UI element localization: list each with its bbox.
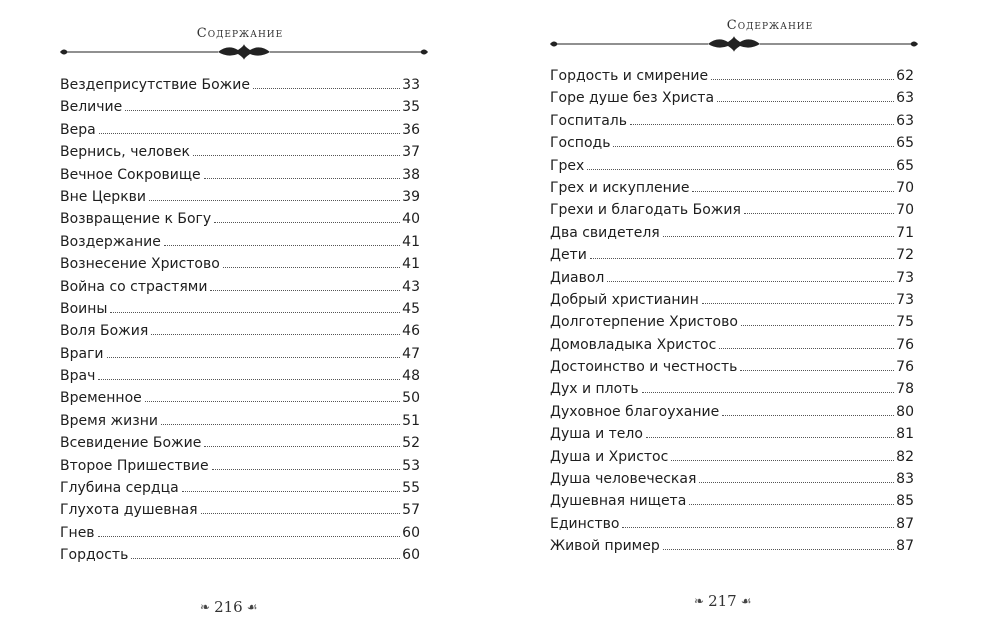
toc-entry-title: Вернись, человек — [60, 144, 190, 161]
toc-entry-page: 85 — [896, 493, 914, 510]
running-header: Содержание — [196, 26, 284, 41]
folio-ornament-icon: ❧ — [694, 594, 705, 608]
toc-entry[interactable] — [550, 155, 914, 177]
toc-entry-page: 81 — [896, 426, 914, 443]
toc-entry-page: 43 — [402, 278, 420, 295]
toc-entry-title: Глубина сердца — [60, 480, 179, 497]
toc-entry-page: 36 — [402, 121, 420, 138]
leader-dots — [622, 526, 894, 528]
toc-entry[interactable] — [550, 490, 914, 512]
toc-entry-title: Душа человеческая — [550, 471, 697, 488]
leader-dots — [107, 356, 401, 358]
toc-entry-title: Возвращение к Богу — [60, 211, 212, 228]
toc-entry[interactable] — [60, 365, 420, 387]
toc-entry-page: 52 — [402, 435, 420, 452]
toc-entry-title: Душевная нищета — [550, 493, 687, 510]
leader-dots — [145, 400, 400, 402]
toc-entry[interactable] — [550, 267, 914, 289]
toc-entry[interactable] — [60, 231, 420, 253]
toc-entry[interactable] — [550, 423, 914, 445]
toc-entry-title: Гордость — [60, 547, 129, 564]
toc-entry-title: Дух и плоть — [550, 381, 639, 398]
toc-entry[interactable] — [550, 311, 914, 333]
toc-entry-title: Воля Божия — [60, 323, 149, 340]
toc-entry-title: Глухота душевная — [60, 502, 198, 519]
toc-entry-page: 45 — [402, 300, 420, 317]
leader-dots — [689, 503, 894, 505]
toc-entry-page: 53 — [402, 457, 420, 474]
toc-entry-page: 87 — [896, 538, 914, 555]
leader-dots — [699, 481, 894, 483]
folio-ornament-icon: ☙ — [246, 600, 258, 614]
toc-entry-page: 82 — [896, 448, 914, 465]
toc-entry[interactable] — [60, 455, 420, 477]
toc-entry-page: 70 — [896, 202, 914, 219]
toc-entry-title: Вне Церкви — [60, 188, 146, 205]
toc-entry[interactable] — [550, 356, 914, 378]
toc-entry[interactable] — [550, 132, 914, 154]
toc-entry-page: 76 — [896, 336, 914, 353]
toc-entry-title: Второе Пришествие — [60, 457, 209, 474]
toc-entry-title: Временное — [60, 390, 142, 407]
toc-entry[interactable] — [60, 164, 420, 186]
toc-entry[interactable] — [550, 222, 914, 244]
leader-dots — [164, 244, 400, 246]
toc-entry-page: 57 — [402, 502, 420, 519]
toc-entry-page: 65 — [896, 157, 914, 174]
toc-entry-title: Добрый христианин — [550, 291, 699, 308]
leader-dots — [711, 78, 894, 80]
leader-dots — [630, 123, 894, 125]
leader-dots — [671, 459, 894, 461]
toc-entry[interactable] — [550, 244, 914, 266]
toc-entry[interactable] — [60, 343, 420, 365]
toc-entry-page: 39 — [402, 188, 420, 205]
toc-entry[interactable] — [60, 432, 420, 454]
toc-entry[interactable] — [550, 289, 914, 311]
toc-entry[interactable] — [550, 513, 914, 535]
toc-entry[interactable] — [60, 544, 420, 566]
leader-dots — [99, 132, 400, 134]
toc-entry-title: Время жизни — [60, 412, 158, 429]
leader-dots — [590, 257, 894, 259]
right-page — [500, 0, 1000, 644]
toc-entry-page: 75 — [896, 314, 914, 331]
leader-dots — [646, 436, 894, 438]
page-number-value: 217 — [708, 592, 737, 610]
toc-entry-title: Вознесение Христово — [60, 256, 220, 273]
leader-dots — [744, 212, 894, 214]
toc-entry[interactable] — [60, 141, 420, 163]
toc-entry-title: Духовное благоухание — [550, 403, 720, 420]
toc-entry-page: 73 — [896, 269, 914, 286]
toc-entry-page: 80 — [896, 403, 914, 420]
folio-ornament-icon: ☙ — [740, 594, 752, 608]
leader-dots — [253, 87, 400, 89]
toc-entry-title: Диавол — [550, 269, 605, 286]
running-header: Содержание — [726, 18, 814, 33]
toc-list — [60, 74, 420, 567]
toc-entry[interactable] — [550, 87, 914, 109]
toc-entry[interactable] — [60, 387, 420, 409]
toc-entry-page: 33 — [402, 77, 420, 93]
toc-entry-page: 63 — [896, 112, 914, 129]
toc-entry-title: Достоинство и честность — [550, 359, 738, 376]
leader-dots — [110, 311, 400, 313]
header-ornament-icon — [548, 36, 920, 52]
toc-entry[interactable] — [550, 401, 914, 423]
toc-entry-page: 50 — [402, 390, 420, 407]
toc-entry[interactable] — [60, 522, 420, 544]
toc-entry-page: 72 — [896, 247, 914, 264]
toc-entry[interactable] — [60, 119, 420, 141]
leader-dots — [212, 468, 401, 470]
leader-dots — [702, 302, 894, 304]
toc-entry[interactable] — [60, 298, 420, 320]
toc-entry-title: Воздержание — [60, 233, 161, 250]
toc-entry-title: Вечное Сокровище — [60, 166, 201, 183]
leader-dots — [722, 414, 894, 416]
leader-dots — [98, 378, 400, 380]
leader-dots — [182, 490, 401, 492]
toc-entry[interactable] — [550, 334, 914, 356]
leader-dots — [204, 445, 400, 447]
toc-entry-title: Воины — [60, 300, 108, 317]
leader-dots — [151, 333, 400, 335]
toc-entry-page: 65 — [896, 135, 914, 152]
toc-entry-page: 71 — [896, 224, 914, 241]
toc-entry-title: Душа и Христос — [550, 448, 669, 465]
leader-dots — [663, 235, 894, 237]
toc-list — [550, 65, 914, 558]
leader-dots — [613, 145, 894, 147]
toc-entry-title: Домовладыка Христос — [550, 336, 717, 353]
toc-entry-page: 46 — [402, 323, 420, 340]
leader-dots — [587, 168, 894, 170]
toc-entry-title: Всевидение Божие — [60, 435, 202, 452]
toc-entry-title: Война со страстями — [60, 278, 208, 295]
toc-entry-title: Врач — [60, 368, 96, 385]
leader-dots — [193, 154, 400, 156]
toc-entry-page: 41 — [402, 256, 420, 273]
toc-entry[interactable] — [60, 276, 420, 298]
leader-dots — [131, 557, 400, 559]
toc-entry-page: 37 — [402, 144, 420, 161]
toc-entry[interactable] — [60, 410, 420, 432]
toc-entry-title: Два свидетеля — [550, 224, 660, 241]
leader-dots — [223, 266, 400, 268]
toc-entry[interactable] — [60, 477, 420, 499]
header-ornament-icon — [58, 44, 430, 60]
toc-entry-title: Душа и тело — [550, 426, 643, 443]
toc-entry-page: 41 — [402, 233, 420, 250]
toc-entry-page: 35 — [402, 99, 420, 116]
toc-entry-page: 70 — [896, 179, 914, 196]
toc-entry-title: Грех — [550, 157, 585, 174]
toc-entry-page: 47 — [402, 345, 420, 362]
toc-entry-page: 55 — [402, 480, 420, 497]
toc-entry[interactable] — [550, 446, 914, 468]
toc-entry[interactable] — [550, 468, 914, 490]
toc-entry-page: 73 — [896, 291, 914, 308]
toc-entry-title: Гордость и смирение — [550, 68, 709, 84]
leader-dots — [642, 391, 895, 393]
toc-entry-title: Враги — [60, 345, 104, 362]
leader-dots — [719, 347, 894, 349]
toc-entry-title: Госпиталь — [550, 112, 627, 129]
toc-entry[interactable] — [60, 499, 420, 521]
leader-dots — [210, 289, 400, 291]
page-number — [200, 598, 257, 616]
toc-entry-title: Горе душе без Христа — [550, 90, 715, 107]
toc-entry-page: 51 — [402, 412, 420, 429]
toc-entry-page: 87 — [896, 515, 914, 532]
toc-entry[interactable] — [550, 65, 914, 87]
toc-entry[interactable] — [550, 110, 914, 132]
page-number-value: 216 — [214, 598, 243, 616]
leader-dots — [98, 535, 401, 537]
toc-entry[interactable] — [60, 96, 420, 118]
toc-entry-title: Гнев — [60, 524, 95, 541]
toc-entry[interactable] — [550, 199, 914, 221]
toc-entry[interactable] — [60, 186, 420, 208]
toc-entry[interactable] — [60, 320, 420, 342]
leader-dots — [201, 512, 401, 514]
toc-entry-page: 76 — [896, 359, 914, 376]
toc-entry-title: Вездеприсутствие Божие — [60, 77, 250, 93]
leader-dots — [663, 548, 894, 550]
toc-entry[interactable] — [550, 177, 914, 199]
toc-entry-title: Единство — [550, 515, 620, 532]
toc-entry-title: Живой пример — [550, 538, 660, 555]
leader-dots — [717, 100, 894, 102]
leader-dots — [161, 423, 400, 425]
leader-dots — [149, 199, 400, 201]
toc-entry-title: Величие — [60, 99, 123, 116]
toc-entry-page: 83 — [896, 471, 914, 488]
leader-dots — [692, 190, 894, 192]
toc-entry[interactable] — [550, 378, 914, 400]
leader-dots — [607, 280, 894, 282]
toc-entry[interactable] — [60, 253, 420, 275]
leader-dots — [125, 109, 400, 111]
toc-entry-title: Грех и искупление — [550, 179, 690, 196]
toc-entry-page: 60 — [402, 524, 420, 541]
toc-entry-page: 63 — [896, 90, 914, 107]
toc-entry-page: 48 — [402, 368, 420, 385]
toc-entry-title: Грехи и благодать Божия — [550, 202, 741, 219]
toc-entry-title: Долготерпение Христово — [550, 314, 738, 331]
toc-entry-page: 62 — [896, 68, 914, 84]
toc-entry[interactable] — [60, 208, 420, 230]
toc-entry-page: 60 — [402, 547, 420, 564]
toc-entry-title: Дети — [550, 247, 587, 264]
leader-dots — [214, 221, 400, 223]
toc-entry[interactable] — [550, 535, 914, 557]
toc-entry-page: 78 — [896, 381, 914, 398]
toc-entry-page: 40 — [402, 211, 420, 228]
toc-entry-title: Вера — [60, 121, 96, 138]
folio-ornament-icon: ❧ — [200, 600, 211, 614]
toc-entry-page: 38 — [402, 166, 420, 183]
toc-entry[interactable] — [60, 74, 420, 96]
leader-dots — [740, 369, 894, 371]
toc-entry-title: Господь — [550, 135, 611, 152]
page-number — [694, 592, 751, 610]
leader-dots — [204, 177, 401, 179]
leader-dots — [741, 324, 894, 326]
